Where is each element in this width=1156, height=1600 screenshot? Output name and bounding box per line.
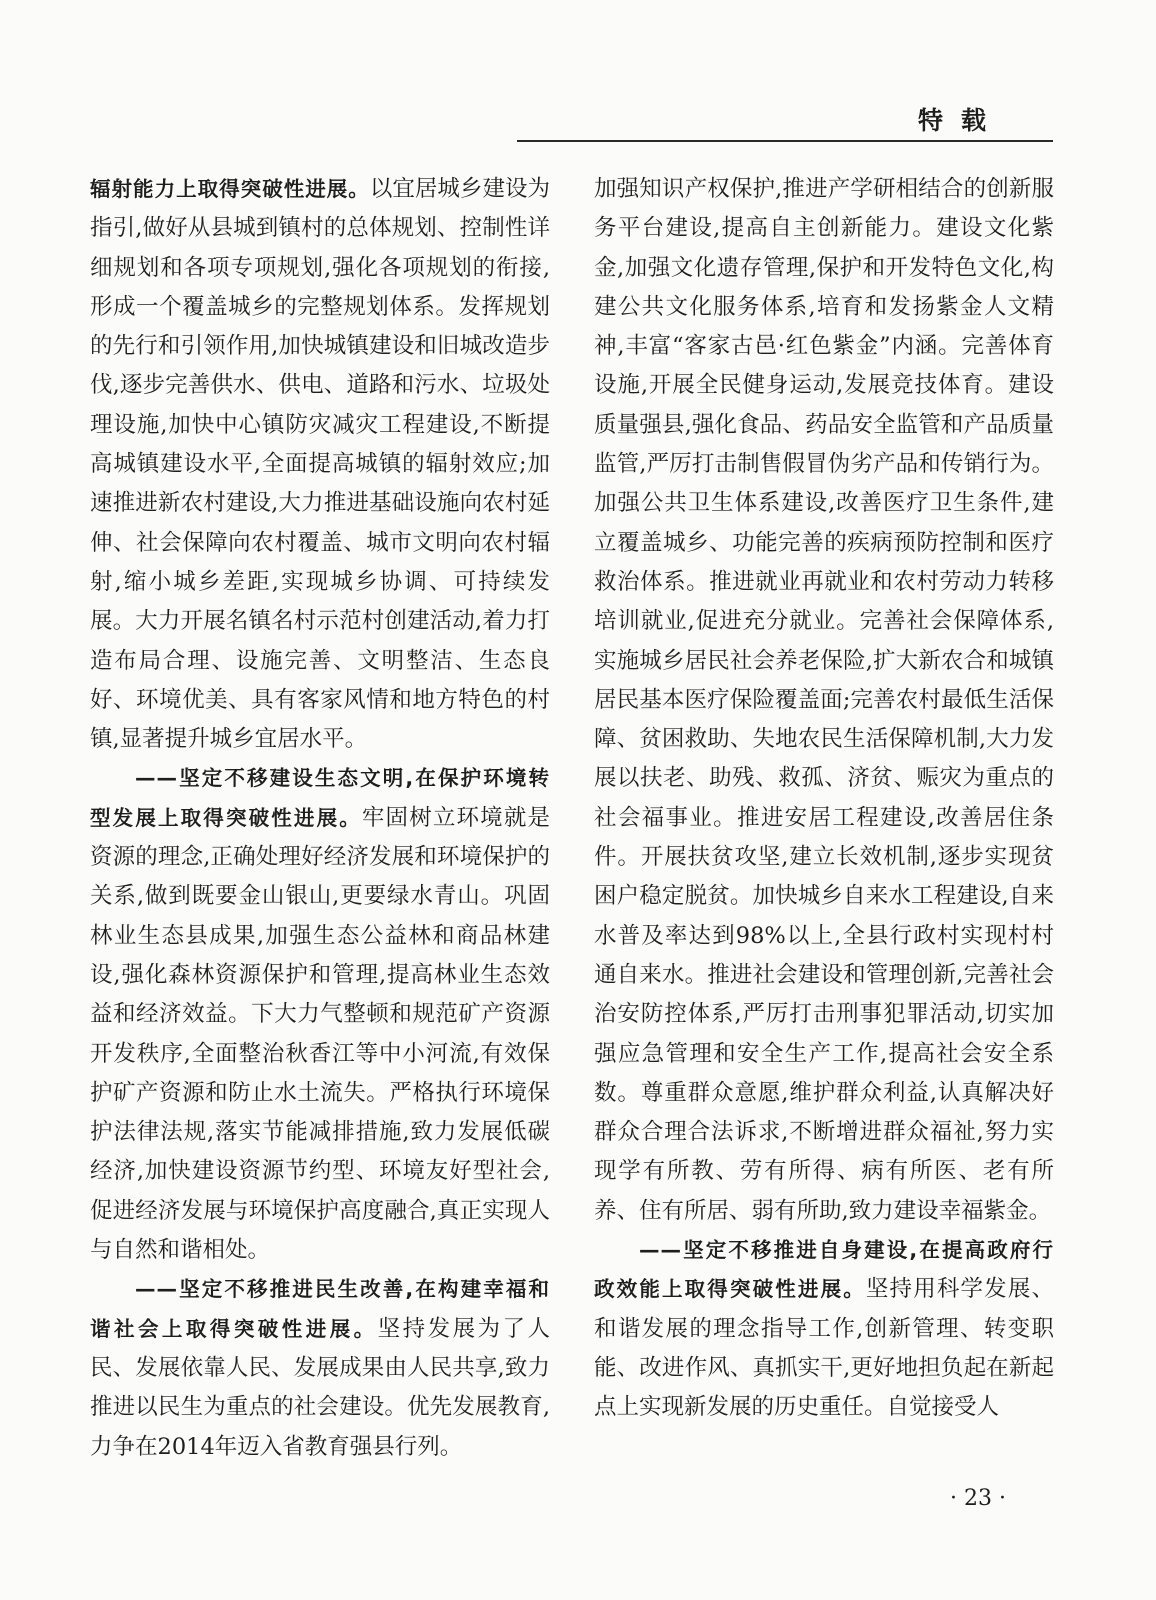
paragraph-body: 坚持发展为了人民、发展依靠人民、发展成果由人民共享,致力推进以民生为重点的社会建设。优先发展教育,力争在2014年迈入省教育强县行列。 <box>90 1315 550 1460</box>
paragraph-social-services <box>594 170 1054 1231</box>
left-column <box>90 170 550 1467</box>
paragraph-ecology <box>90 759 550 1270</box>
paragraph-heading-ecology: ——坚定不移建设生态文明,在保护环境转型发展上取得突破性进展。 <box>90 766 550 830</box>
paragraph-body: 加强知识产权保护,推进产学研相结合的创新服务平台建设,提高自主创新能力。建设文化紫金,加强文化遗存管理,保护和开发特色文化,构建公共文化服务体系,培育和发扬紫金人文精神,丰富“客家古邑·红色紫金”内涵。完善体育设施,开展全民健身运动,发展竞技体育。建设质量强县,强化食品、药品安全监管和产品质量监管,严厉打击制售假冒伪劣产品和传销行为。加强公共卫生体系建设,改善医疗卫生条件,建立覆盖城乡、功能完善的疾病预防控制和医疗救治体系。推进就业再就业和农村劳动力转移培训就业,促进充分就业。完善社会保障体系,实施城乡居民社会养老保险,扩大新农合和城镇居民基本医疗保险覆盖面;完善农村最低生活保障、贫困救助、失地农民生活保障机制,大力发展以扶老、助残、救孤、济贫、赈灾为重点的社会福事业。推进安居工程建设,改善居住条件。开展扶贫攻坚,建立长效机制,逐步实现贫困户稳定脱贫。加快城乡自来水工程建设,自来水普及率达到98%以上,全县行政村实现村村通自来水。推进社会建设和管理创新,完善社会治安防控体系,严厉打击刑事犯罪活动,切实加强应急管理和安全生产工作,提高社会安全系数。尊重群众意愿,维护群众利益,认真解决好群众合理合法诉求,不断增进群众福祉,努力实现学有所教、劳有所得、病有所医、老有所养、住有所居、弱有所助,致力建设幸福紫金。 <box>594 176 1054 1224</box>
paragraph-self-construction <box>594 1231 1054 1427</box>
page-number: · 23 · <box>950 1486 1006 1511</box>
paragraph-body: 以宜居城乡建设为指引,做好从县城到镇村的总体规划、控制性详细规划和各项专项规划,强化各项规划的衔接,形成一个覆盖城乡的完整规划体系。发挥规划的先行和引领作用,加快城镇建设和旧城改造步伐,逐步完善供水、供电、道路和污水、垃圾处理设施,加快中心镇防灾减灾工程建设,不断提高城镇建设水平,全面提高城镇的辐射效应;加速推进新农村建设,大力推进基础设施向农村延伸、社会保障向农村覆盖、城市文明向农村辐射,缩小城乡差距,实现城乡协调、可持续发展。大力开展名镇名村示范村创建活动,着力打造布局合理、设施完善、文明整洁、生态良好、环境优美、具有客家风情和地方特色的村镇,显著提升城乡宜居水平。 <box>90 176 550 753</box>
right-column <box>594 170 1054 1428</box>
paragraph-lead-emphasis: 辐射能力上取得突破性进展。 <box>90 177 370 201</box>
header-divider <box>517 140 1053 142</box>
paragraph-heading-livelihood: ——坚定不移推进民生改善,在构建幸福和谐社会上取得突破性进展。 <box>90 1277 550 1341</box>
paragraph-body: 牢固树立环境就是资源的理念,正确处理好经济发展和环境保护的关系,做到既要金山银山,更要绿水青山。巩固林业生态县成果,加强生态公益林和商品林建设,强化森林资源保护和管理,提高林业生态效益和经济效益。下大力气整顿和规范矿产资源开发秩序,全面整治秋香江等中小河流,有效保护矿产资源和防止水土流失。严格执行环境保护法律法规,落实节能减排措施,致力发展低碳经济,加快建设资源节约型、环境友好型社会,促进经济发展与环境保护高度融合,真正实现人与自然和谐相处。 <box>90 804 550 1264</box>
paragraph-heading-self-construction: ——坚定不移推进自身建设,在提高政府行政效能上取得突破性进展。 <box>594 1238 1054 1302</box>
section-title: 特载 <box>918 106 1005 135</box>
paragraph-urban-planning <box>90 170 550 759</box>
paragraph-body: 坚持用科学发展、和谐发展的理念指导工作,创新管理、转变职能、改进作风、真抓实干,更好地担负起在新起点上实现新发展的历史重任。自觉接受人 <box>594 1276 1054 1421</box>
paragraph-livelihood <box>90 1270 550 1466</box>
